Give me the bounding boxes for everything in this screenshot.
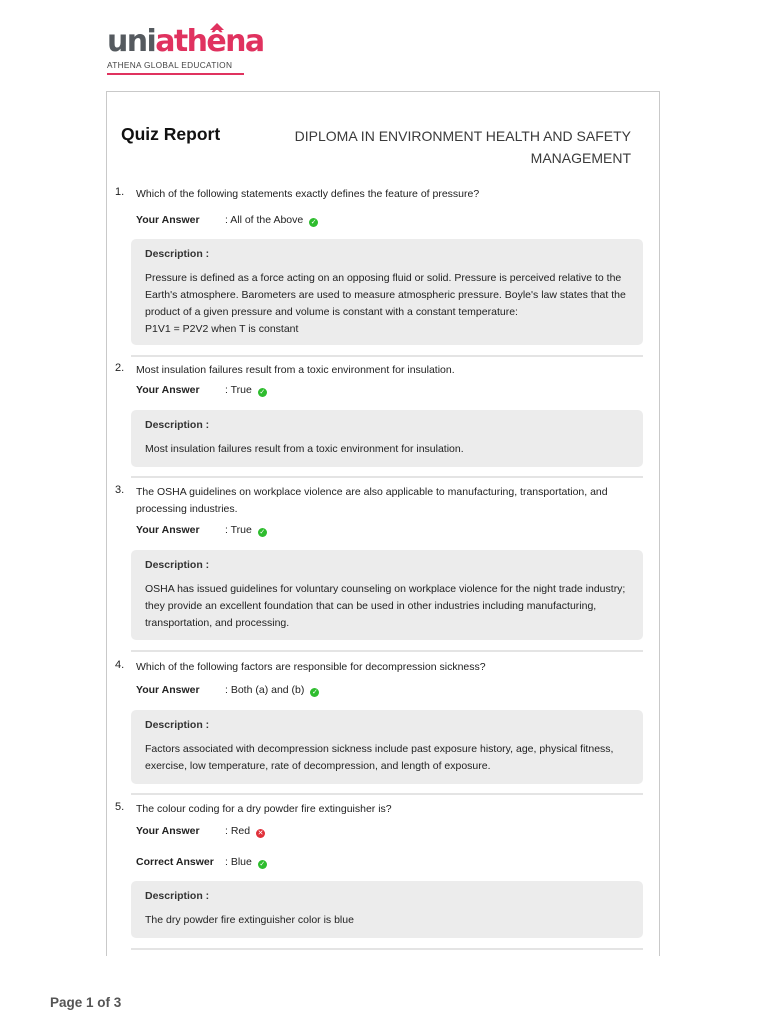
your-answer-label: Your Answer	[136, 384, 200, 396]
brand-wordmark: uniathêna	[107, 24, 264, 59]
description-box	[131, 881, 643, 938]
description-box	[131, 410, 643, 467]
your-answer-label: Your Answer	[136, 524, 200, 536]
description-label: Description :	[145, 890, 210, 902]
description-box	[131, 710, 643, 784]
description-box	[131, 550, 643, 640]
divider	[131, 948, 643, 950]
question-number: 5.	[115, 801, 125, 813]
correct-answer-value: : Blue ✓	[225, 856, 266, 868]
question-text: Most insulation failures result from a toxic environment for insulation.	[136, 364, 455, 376]
brand-logo	[107, 24, 264, 75]
description-text: The dry powder fire extinguisher color is blue	[145, 914, 354, 926]
report-title: Quiz Report	[121, 124, 221, 144]
brand-tagline: ATHENA GLOBAL EDUCATION	[107, 60, 244, 75]
page-number: Page 1 of 3	[50, 995, 122, 1010]
description-label: Description :	[145, 419, 210, 431]
question-number: 1.	[115, 186, 125, 198]
correct-answer-label: Correct Answer	[136, 856, 214, 868]
question-text: Which of the following factors are responsible for decompression sickness?	[136, 661, 486, 673]
your-answer-label: Your Answer	[136, 214, 200, 226]
your-answer-value: : Red ✕	[225, 825, 264, 837]
description-text: Pressure is defined as a force acting on an opposing fluid or solid. Pressure is perceived relative to the Earth's atmosphere. Barometers are used to measure atmospheric pressure. Boyle's law states that the product of a given pressure and volume is constant with a constant temperature: P1V1 = P2V2 when T is constant	[145, 272, 626, 335]
question-number: 2.	[115, 362, 125, 374]
question-text: Which of the following statements exactly defines the feature of pressure?	[136, 188, 480, 200]
divider	[131, 793, 643, 795]
divider	[131, 476, 643, 478]
check-icon: ✓	[310, 219, 317, 226]
question-number: 4.	[115, 659, 125, 671]
description-text: Most insulation failures result from a toxic environment for insulation.	[145, 443, 464, 455]
description-label: Description :	[145, 248, 210, 260]
your-answer-value: : All of the Above ✓	[225, 214, 317, 226]
divider	[131, 650, 643, 652]
course-name: DIPLOMA IN ENVIRONMENT HEALTH AND SAFETY MANAGEMENT	[294, 128, 631, 166]
description-box	[131, 239, 643, 345]
your-answer-value: : True ✓	[225, 524, 266, 536]
check-icon: ✓	[259, 389, 266, 396]
your-answer-label: Your Answer	[136, 825, 200, 837]
cross-icon: ✕	[257, 830, 264, 837]
description-text: OSHA has issued guidelines for voluntary counseling on workplace violence for the night trade industry; they provide an excellent foundation that can be used in other industries including manufacturing, transportation, and processing.	[145, 583, 626, 629]
question-number: 3.	[115, 484, 125, 496]
check-icon: ✓	[259, 861, 266, 868]
description-label: Description :	[145, 559, 210, 571]
logo-hat-icon	[210, 23, 224, 30]
description-text: Factors associated with decompression sickness include past exposure history, age, physical fitness, exercise, low temperature, rate of decompression, and length of exposure.	[145, 743, 614, 772]
your-answer-value: : Both (a) and (b) ✓	[225, 684, 318, 696]
check-icon: ✓	[259, 529, 266, 536]
description-label: Description :	[145, 719, 210, 731]
check-icon: ✓	[311, 689, 318, 696]
report-frame	[106, 91, 660, 956]
question-text: The OSHA guidelines on workplace violence are also applicable to manufacturing, transportation, and processing industries.	[136, 486, 608, 515]
your-answer-label: Your Answer	[136, 684, 200, 696]
question-text: The colour coding for a dry powder fire extinguisher is?	[136, 803, 392, 815]
divider	[131, 355, 643, 357]
your-answer-value: : True ✓	[225, 384, 266, 396]
